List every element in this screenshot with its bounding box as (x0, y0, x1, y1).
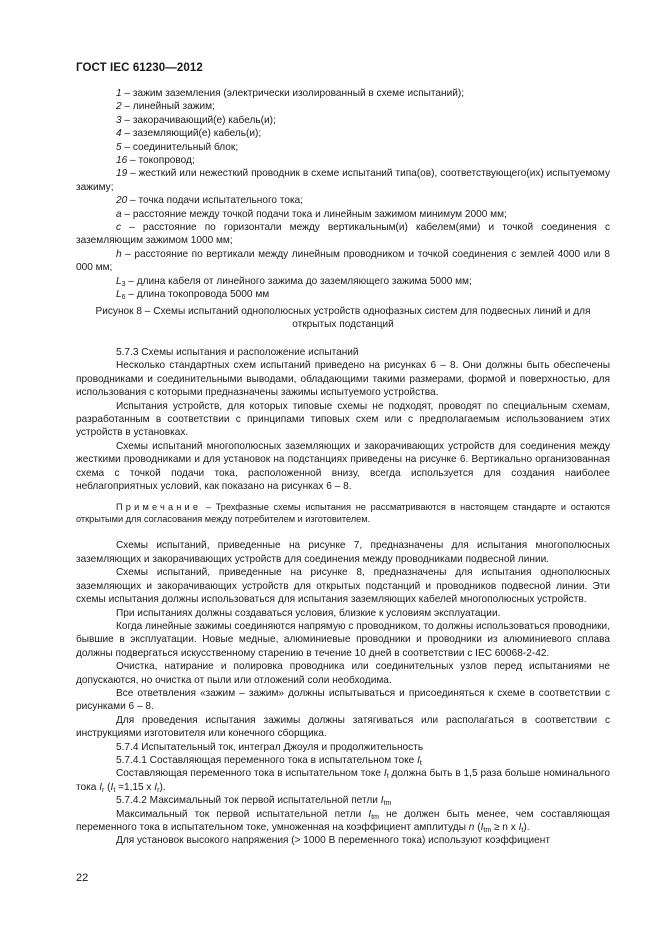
paragraph: Очистка, натирание и полировка проводника или соединительных узлов перед испытаниями не допускаются, но очистка от пыли или отложений соли необходима. (76, 661, 610, 686)
legend-item: $L_6$ – длина токопровода 5000 мм (116, 289, 270, 302)
section-heading: 5.7.3 Схемы испытания и расположение испытаний (116, 347, 359, 358)
paragraph: Испытания устройств, для которых типовые схемы не подходят, проводят по специальным схемам, разработанным в соответствии с принципами типовых схем или с предполагаемым использованием этих устройств в установках. (76, 400, 610, 439)
paragraph: Все ответвления «зажим – зажим» должны испытываться и присоединяться к схеме в соответствии с рисунками 6 – 8. (76, 687, 610, 713)
legend-item: 19 – жесткий или нежесткий проводник в схеме испытаний типа(ов), соответствующего(их) испытуемому зажиму; (76, 168, 610, 193)
legend-item: 20 – точка подачи испытательного тока; (116, 195, 304, 207)
section-heading: 5.7.4.1 Составляющая переменного тока в испытательном токе $I_t$ (116, 754, 422, 767)
legend-item: c – расстояние по горизонтали между вертикальным(и) кабелем(ями) и точкой соединения с заземляющим зажимом 1000 мм; (76, 222, 610, 247)
legend-item: 3 – закорачивающий(е) кабель(и); (116, 114, 276, 126)
legend-item: $L_3$ – длина кабеля от линейного зажима до заземляющего зажима 5000 мм; (116, 275, 472, 288)
legend-item: h – расстояние по вертикали между линейным проводником и точкой соединения с землей 4000 или 8 000 мм; (76, 248, 610, 274)
paragraph: Для проведения испытания зажимы должны затягиваться или располагаться в соответствии с инструкциями изготовителя или конечного сборщика. (76, 714, 610, 740)
paragraph: Максимальный ток первой испытательной петли $I_{tm}$ не должен быть менее, чем составляющая переменного тока в испытательном токе, умноженная на коэффициент амплитуды n ($I_{tm} \ge n$ x $I_t$). (76, 808, 610, 834)
legend-item: 5 – соединительный блок; (116, 141, 239, 153)
paragraph: Несколько стандартных схем испытаний приведено на рисунках 6 – 8. Они должны быть обеспечены проводниками и соединительными выводами, обладающими такими размерами, формой и поверхностью, для использования с которыми предназначены зажимы испытуемого устройства. (76, 360, 610, 399)
paragraph: Когда линейные зажимы соединяются напрямую с проводником, то должны использоваться проводники, бывшие в эксплуатации. Новые медные, алюминиевые проводники и проводники из алюминиевого сплава должны подвергаться искусственному старению в течение 10 дней в соответствии с IEC 60068-2-42. (76, 620, 610, 659)
note: Примечание – Трехфазные схемы испытания не рассматриваются в настоящем стандарте и остаются открытыми для согласования между потребителем и изготовителем. (76, 502, 610, 525)
section-heading: 5.7.4.2 Максимальный ток первой испытательной петли $I_{tm}$ (116, 795, 392, 808)
legend-item: 1 – зажим заземления (электрически изолированный в схеме испытаний); (116, 88, 465, 99)
paragraph: Схемы испытаний, приведенные на рисунке 7, предназначены для испытания многополюсных заземляющих и закорачивающих устройств для соединения между проводниками подвесной линии. (76, 540, 610, 565)
figure-caption: Рисунок 8 – Схемы испытаний однополюсных устройств однофазных систем для подвесных линий и для открытых подстанций (95, 306, 591, 330)
paragraph: Составляющая переменного тока в испытательном токе $I_t$ должна быть в 1,5 раза больше номинального тока $I_r$ ($I_t =1,15$ x $I_r$). (76, 768, 610, 794)
section-heading: 5.7.4 Испытательный ток, интеграл Джоуля и продолжительность (116, 741, 424, 753)
legend-item: a – расстояние между точкой подачи тока и линейным зажимом минимум 2000 мм; (116, 208, 507, 220)
paragraph: Схемы испытаний многополюсных заземляющих и закорачивающих устройств для соединения между жесткими проводниками и для установок на подстанциях приведены на рисунке 6. Вертикально организованная схема с точкой подачи тока, расположенной внизу, всегда используется для создания наиболее неблагоприятных условий, как показано на рисунках 6 – 8. (76, 440, 610, 493)
document-header: ГОСТ IEC 61230—2012 (76, 62, 203, 74)
main-text (76, 346, 610, 848)
legend-item: 16 – токопровод; (116, 155, 195, 167)
page-number: 22 (76, 872, 89, 884)
figure-legend (76, 87, 610, 302)
legend-item: 2 – линейный зажим; (116, 101, 215, 113)
paragraph: Для установок высокого напряжения (> 1000 В переменного тока) используют коэффициент (116, 835, 550, 847)
paragraph: Схемы испытаний, приведенные на рисунке 8, предназначены для испытания однополюсных заземляющих и закорачивающих устройств для открытых подстанций и проводников подвесной линии. Эти схемы испытания должны использоваться для испытания заземляющих кабелей многополюсных устройств. (76, 567, 610, 606)
legend-item: 4 – заземляющий(е) кабель(и); (116, 128, 262, 140)
paragraph: При испытаниях должны создаваться условия, близкие к условиям эксплуатации. (116, 607, 501, 619)
